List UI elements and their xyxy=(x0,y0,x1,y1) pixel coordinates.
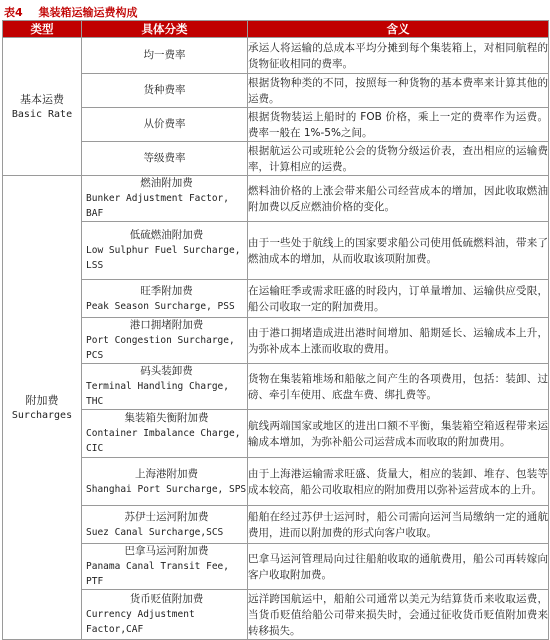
table-row xyxy=(3,318,549,364)
subcategory-name: 苏伊士运河附加费 xyxy=(124,510,209,523)
subcategory-en-line: Factor,CAF xyxy=(86,624,144,635)
description-cell: 根据货物装运上船时的 FOB 价格，乘上一定的费率作为运费。费率一般在 1%-5%之间。 xyxy=(248,108,549,142)
subcategory-name: 燃油附加费 xyxy=(140,177,193,189)
subcategory-cell xyxy=(82,142,248,176)
subcategory-cell xyxy=(82,458,248,506)
subcategory-en-line: Low Sulphur Fuel Surcharge, xyxy=(86,245,241,256)
subcategory-en-line: LSS xyxy=(86,260,104,271)
group-basic-rate xyxy=(3,38,82,176)
subcategory-cell xyxy=(82,364,248,410)
table-row xyxy=(3,222,549,280)
header-category: 具体分类 xyxy=(82,21,248,38)
subcategory-name: 巴拿马运河附加费 xyxy=(124,545,209,557)
description-cell: 根据航运公司或班轮公会的货物分级运价表，查出相应的运输费率，计算相应的运费。 xyxy=(248,142,549,176)
table-row xyxy=(3,410,549,458)
description-cell: 承运人将运输的总成本平均分摊到每个集装箱上，对相同航程的货物征收相同的费率。 xyxy=(248,38,549,74)
subcategory-en-line: CIC xyxy=(86,443,104,454)
subcategory-cell xyxy=(82,506,248,544)
table-number: 表4 xyxy=(4,6,23,19)
header-type: 类型 xyxy=(3,21,82,38)
table-row xyxy=(3,544,549,590)
table-row xyxy=(3,506,549,544)
subcategory-name: 旺季附加费 xyxy=(140,284,193,297)
header-meaning: 含义 xyxy=(248,21,549,38)
table-row xyxy=(3,364,549,410)
subcategory-cell xyxy=(82,410,248,458)
subcategory-en-line: THC xyxy=(86,396,104,407)
description-cell: 远洋跨国航运中，船舶公司通常以美元为结算货币来收取运费，当货币贬值给船公司带来损失时，会通过征收货币贬值附加费来转移损失。 xyxy=(248,590,549,640)
table-row xyxy=(3,142,549,176)
subcategory-cell xyxy=(82,74,248,108)
table-row xyxy=(3,74,549,108)
subcategory-en-line: Shanghai Port Surcharge, SPS xyxy=(86,483,247,495)
subcategory-cell xyxy=(82,176,248,222)
description-cell: 巴拿马运河管理局向过往船舶收取的通航费用，船公司再转嫁向客户收取附加费。 xyxy=(248,544,549,590)
subcategory-cell xyxy=(82,280,248,318)
subcategory-en-line: PCS xyxy=(86,350,104,361)
subcategory-cell xyxy=(82,544,248,590)
subcategory-en-line: Container Imbalance Charge, xyxy=(86,428,241,439)
description-cell: 船舶在经过苏伊士运河时，船公司需向运河当局缴纳一定的通航费用，进而以附加费的形式向客户收取。 xyxy=(248,506,549,544)
table-caption: 集装箱运输运费构成 xyxy=(38,6,138,19)
header-row xyxy=(3,21,549,38)
subcategory-en-line: Terminal Handling Charge, xyxy=(86,381,229,392)
group-name-en: Surcharges xyxy=(11,409,73,421)
subcategory-cell xyxy=(82,38,248,74)
subcategory-en-line: BAF xyxy=(86,208,104,219)
table-row xyxy=(3,458,549,506)
description-cell: 由于一些处于航线上的国家要求船公司使用低硫燃料油，带来了燃油成本的增加，从而收取该项附加费。 xyxy=(248,222,549,280)
subcategory-en-line: Port Congestion Surcharge, xyxy=(86,335,235,346)
table-title xyxy=(4,4,138,20)
subcategory-cell xyxy=(82,318,248,364)
freight-cost-table xyxy=(2,20,549,640)
subcategory-cell xyxy=(82,590,248,640)
subcategory-cell xyxy=(82,222,248,280)
description-cell: 航线两端国家或地区的进出口额不平衡，集装箱空箱返程带来运输成本增加，为弥补船公司运营成本而收取的附加费用。 xyxy=(248,410,549,458)
subcategory-en-line: Panama Canal Transit Fee, xyxy=(86,561,229,572)
subcategory-name: 港口拥堵附加费 xyxy=(129,319,204,331)
subcategory-name: 货币贬值附加费 xyxy=(129,593,204,605)
description-cell: 由于上海港运输需求旺盛、货量大，相应的装卸、堆存、包装等成本较高，船公司收取相应的附加费用以弥补运营成本的上升。 xyxy=(248,458,549,506)
table-row xyxy=(3,108,549,142)
group-surcharges xyxy=(3,176,82,640)
description-cell: 在运输旺季或需求旺盛的时段内，订单量增加、运输供应受限，船公司收取一定的附加费用。 xyxy=(248,280,549,318)
group-name-en: Basic Rate xyxy=(11,108,73,120)
table-row xyxy=(3,590,549,640)
group-name-zh: 附加费 xyxy=(25,393,59,407)
subcategory-name: 低硫燃油附加费 xyxy=(129,229,204,241)
table-row xyxy=(3,176,549,222)
subcategory-name: 从价费率 xyxy=(143,118,186,130)
subcategory-en-line: Currency Adjustment xyxy=(86,609,195,620)
subcategory-name: 码头装卸费 xyxy=(140,365,193,377)
description-cell: 由于港口拥堵造成进出港时间增加、船期延长、运输成本上升，为弥补成本上涨而收取的费用。 xyxy=(248,318,549,364)
subcategory-name: 均一费率 xyxy=(143,49,186,61)
description-cell: 货物在集装箱堆场和船舷之间产生的各项费用，包括：装卸、过磅、牵引车使用、底盘车费、绑扎费等。 xyxy=(248,364,549,410)
subcategory-en-line: Suez Canal Surcharge,SCS xyxy=(86,526,224,538)
subcategory-en-line: Bunker Adjustment Factor, xyxy=(86,193,229,204)
subcategory-name: 上海港附加费 xyxy=(135,467,198,480)
description-cell: 燃料油价格的上涨会带来船公司经营成本的增加，因此收取燃油附加费以反应燃油价格的变化。 xyxy=(248,176,549,222)
subcategory-en-line: Peak Season Surcharge, PSS xyxy=(86,300,235,312)
subcategory-name: 等级费率 xyxy=(143,152,186,164)
subcategory-en-line: PTF xyxy=(86,576,104,587)
table-row xyxy=(3,280,549,318)
group-name-zh: 基本运费 xyxy=(20,92,64,106)
subcategory-cell xyxy=(82,108,248,142)
subcategory-name: 货种费率 xyxy=(143,84,186,96)
table-row xyxy=(3,38,549,74)
subcategory-name: 集装箱失衡附加费 xyxy=(124,412,209,424)
description-cell: 根据货物种类的不同，按照每一种货物的基本费率来计算其他的运费。 xyxy=(248,74,549,108)
